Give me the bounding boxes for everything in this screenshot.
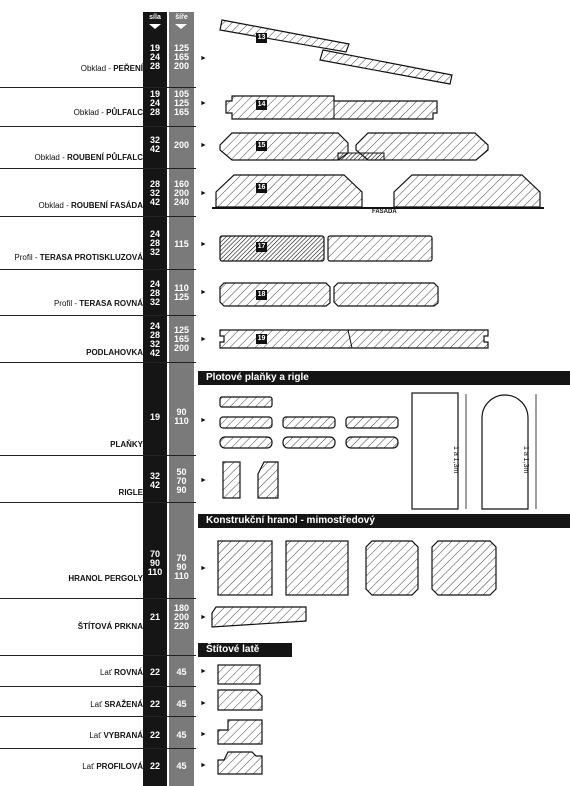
- section-title: Štítové latě: [198, 643, 292, 657]
- profile-terasa-protiskluzova: [220, 236, 432, 261]
- arrow-icon: ►: [200, 614, 207, 621]
- profile-badge: 19: [257, 335, 266, 342]
- row-label: Profil - TERASA PROTISKLUZOVÁ: [14, 253, 143, 262]
- chevron-down-icon: [149, 24, 161, 29]
- height-label: 1 a 1,3m: [452, 446, 459, 474]
- arrow-icon: ►: [200, 477, 207, 484]
- row-label: Profil - TERASA ROVNÁ: [53, 299, 143, 308]
- arrow-icon: ►: [200, 142, 207, 149]
- width-values: 180 200 220: [173, 603, 190, 631]
- width-values: 115: [174, 239, 189, 249]
- profile-badge: 16: [257, 184, 266, 191]
- row-label: Obklad - PŮLFALC: [73, 108, 143, 117]
- width-values: 45: [176, 761, 187, 771]
- profile-perení: [220, 20, 452, 84]
- width-values: 110 125: [173, 283, 190, 302]
- arrow-icon: ►: [200, 336, 207, 343]
- thickness-values: 70 90 110: [147, 549, 163, 577]
- arrow-icon: ►: [200, 762, 207, 769]
- row-label: Lať PROFILOVÁ: [82, 762, 143, 771]
- profile-badge: 15: [257, 142, 266, 149]
- row-label: Lať VYBRANÁ: [89, 731, 143, 740]
- thickness-values: 19 24 28: [149, 89, 160, 117]
- thickness-values: 22: [149, 761, 160, 771]
- row-label: HRANOL PERGOLY: [68, 574, 143, 583]
- thickness-values: 24 28 32: [149, 229, 160, 257]
- thickness-values: 19 24 28: [149, 43, 160, 71]
- hranol-drawings: [218, 541, 496, 595]
- arrow-icon: ►: [200, 668, 207, 675]
- width-values: 105 125 165: [173, 89, 190, 117]
- row-label: ŠTÍTOVÁ PRKNA: [77, 622, 143, 631]
- thickness-values: 22: [149, 699, 160, 709]
- width-values: 50 70 90: [176, 467, 187, 495]
- arrow-icon: ►: [200, 55, 207, 62]
- arrow-icon: ►: [200, 190, 207, 197]
- profile-badge: 14: [257, 101, 266, 108]
- row-label: Obklad - PEŘENÍ: [80, 64, 143, 73]
- row-label: Lať ROVNÁ: [99, 668, 143, 677]
- arrow-icon: ►: [200, 700, 207, 707]
- profile-terasa-rovna: [220, 283, 438, 306]
- width-values: 45: [176, 699, 187, 709]
- thickness-values: 24 28 32: [149, 279, 160, 307]
- arrow-icon: ►: [200, 565, 207, 572]
- thickness-values: 21: [149, 612, 160, 622]
- row-label: PODLAHOVKA: [86, 348, 143, 357]
- width-values: 45: [176, 730, 187, 740]
- thickness-values: 24 28 32 42: [149, 321, 160, 358]
- row-label: PLAŇKY: [110, 440, 143, 449]
- width-values: 125 165 200: [173, 43, 190, 71]
- chevron-down-icon: [175, 24, 187, 29]
- row-label: Lať SRAŽENÁ: [90, 700, 143, 709]
- section-title: Plotové plaňky a rigle: [198, 371, 570, 385]
- fasada-label: FASÁDA: [372, 209, 397, 215]
- width-values: 125 165 200: [173, 325, 190, 353]
- section-title: Konstrukční hranol - mimostředový: [198, 514, 570, 528]
- thickness-values: 22: [149, 730, 160, 740]
- row-label: Obklad - ROUBENÍ FASÁDA: [38, 201, 143, 210]
- row-label: RIGLE: [118, 488, 143, 497]
- height-label: 1 a 1,3m: [522, 446, 529, 474]
- width-values: 70 90 110: [174, 553, 189, 581]
- thickness-values: 32 42: [149, 135, 160, 154]
- thickness-values: 19: [149, 412, 160, 422]
- profile-badge: 17: [257, 243, 266, 250]
- arrow-icon: ►: [200, 100, 207, 107]
- thickness-values: 28 32 42: [149, 179, 160, 207]
- late-drawings: [218, 665, 262, 774]
- thickness-values: 32 42: [149, 471, 160, 490]
- rigle-drawings: [223, 462, 278, 498]
- stitova-prkna-drawing: [212, 607, 306, 627]
- row-label: Obklad - ROUBENÍ PŮLFALC: [34, 153, 143, 162]
- arrow-icon: ►: [200, 731, 207, 738]
- thickness-header: síla: [149, 14, 161, 21]
- width-header: šíře: [175, 14, 188, 21]
- profile-badge: 18: [257, 291, 266, 298]
- width-values: 45: [176, 667, 187, 677]
- thickness-values: 22: [149, 667, 160, 677]
- width-values: 90 110: [174, 407, 189, 426]
- width-values: 200: [173, 140, 190, 150]
- arrow-icon: ►: [200, 289, 207, 296]
- width-values: 160 200 240: [173, 179, 190, 207]
- arrow-icon: ►: [200, 417, 207, 424]
- arrow-icon: ►: [200, 241, 207, 248]
- profile-badge: 13: [257, 34, 266, 41]
